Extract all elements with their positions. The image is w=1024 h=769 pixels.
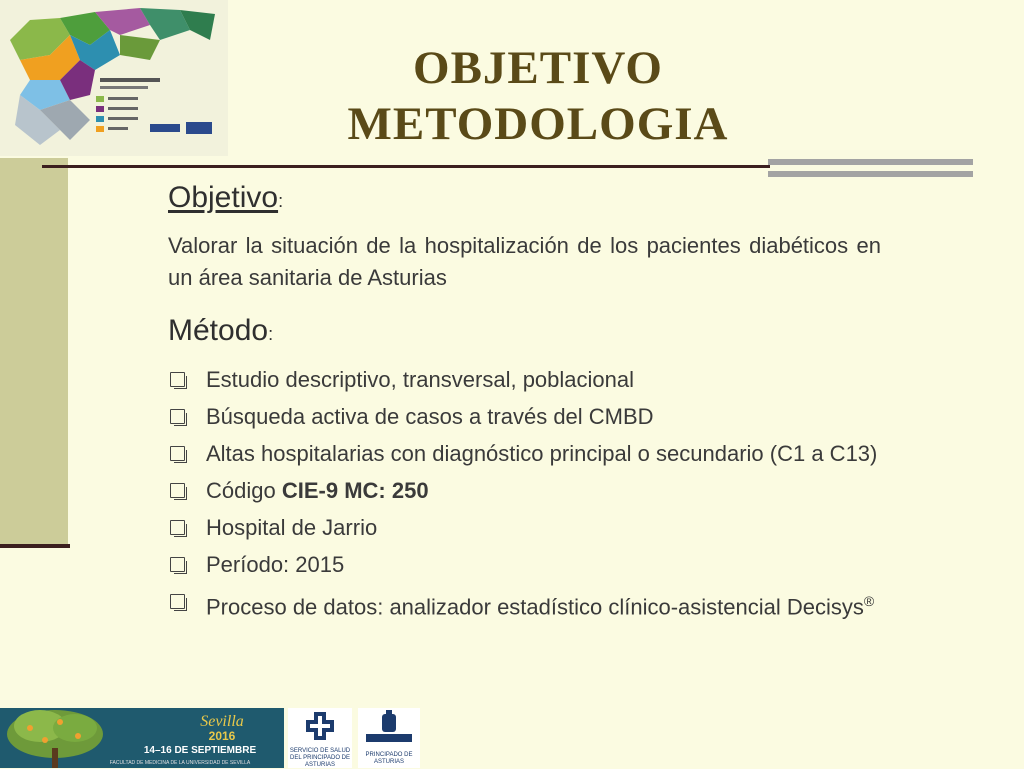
objetivo-text: Valorar la situación de la hospitalización de los pacientes diabéticos en un área sanitaria de Asturias (168, 233, 881, 290)
asturias-map-image (0, 0, 228, 156)
objetivo-heading (168, 181, 283, 215)
gobierno-asturias-logo (358, 708, 420, 768)
list-item-text: Estudio descriptivo, transversal, poblacional (206, 367, 635, 392)
checkbox-bullet-icon (170, 409, 185, 424)
servicio-salud-logo (288, 708, 352, 768)
metodo-heading-colon: : (268, 324, 274, 344)
list-item-text: Período: 2015 (206, 552, 345, 577)
title-line-2: METODOLOGIA (347, 98, 729, 150)
metodo-heading-text: Método (168, 314, 269, 347)
list-item (168, 512, 881, 543)
logo2-text-line1: GOBIERNO DEL (366, 744, 412, 750)
logo1-text-line1: SERVICIO DE SALUD (289, 748, 351, 754)
checkbox-bullet-icon (170, 594, 185, 609)
checkbox-bullet-icon (170, 372, 185, 387)
list-item-text: Altas hospitalarias con diagnóstico principal o secundario (C1 a C13) (206, 441, 878, 466)
list-item-bold: CIE-9 MC: 250 (281, 478, 429, 503)
checkbox-bullet-icon (170, 520, 185, 535)
checkbox-bullet-icon (170, 557, 185, 572)
metodo-heading (168, 314, 273, 348)
title-divider-line (42, 165, 770, 168)
list-item (168, 475, 881, 506)
objetivo-heading-text: Objetivo (168, 181, 279, 214)
list-item-text: Búsqueda activa de casos a través del CMBD (206, 404, 654, 429)
slide-title (300, 40, 776, 152)
registered-mark: ® (863, 593, 875, 609)
objetivo-heading-colon: : (278, 191, 284, 211)
checkbox-bullet-icon (170, 483, 185, 498)
banner-dates: 14–16 DE SEPTIEMBRE (143, 745, 257, 756)
grey-decor-bar-top (768, 159, 973, 165)
banner-city: Sevilla (200, 713, 244, 730)
title-line-1: OBJETIVO (413, 42, 663, 94)
conference-banner-image (0, 708, 284, 768)
list-item (168, 401, 881, 432)
metodo-list (168, 364, 881, 628)
grey-decor-bar-bottom (768, 171, 973, 177)
left-accent-bar (0, 158, 68, 546)
checkbox-bullet-icon (170, 446, 185, 461)
logo2-text-line2: PRINCIPADO DE ASTURIAS (365, 752, 413, 765)
list-item (168, 364, 881, 395)
list-item-text: Proceso de datos: analizador estadístico clínico-asistencial Decisys (206, 594, 864, 620)
list-item (168, 438, 881, 469)
left-accent-bar-underline (0, 544, 70, 548)
list-item-prefix: Código (206, 478, 282, 503)
list-item-text: Hospital de Jarrio (206, 515, 378, 540)
logo1-text-line2: DEL PRINCIPADO DE ASTURIAS (289, 755, 350, 768)
list-item (168, 586, 881, 622)
banner-year: 2016 (208, 729, 236, 743)
banner-venue: FACULTAD DE MEDICINA DE LA UNIVERSIDAD DE SEVILLA (109, 760, 251, 766)
list-item (168, 549, 881, 580)
